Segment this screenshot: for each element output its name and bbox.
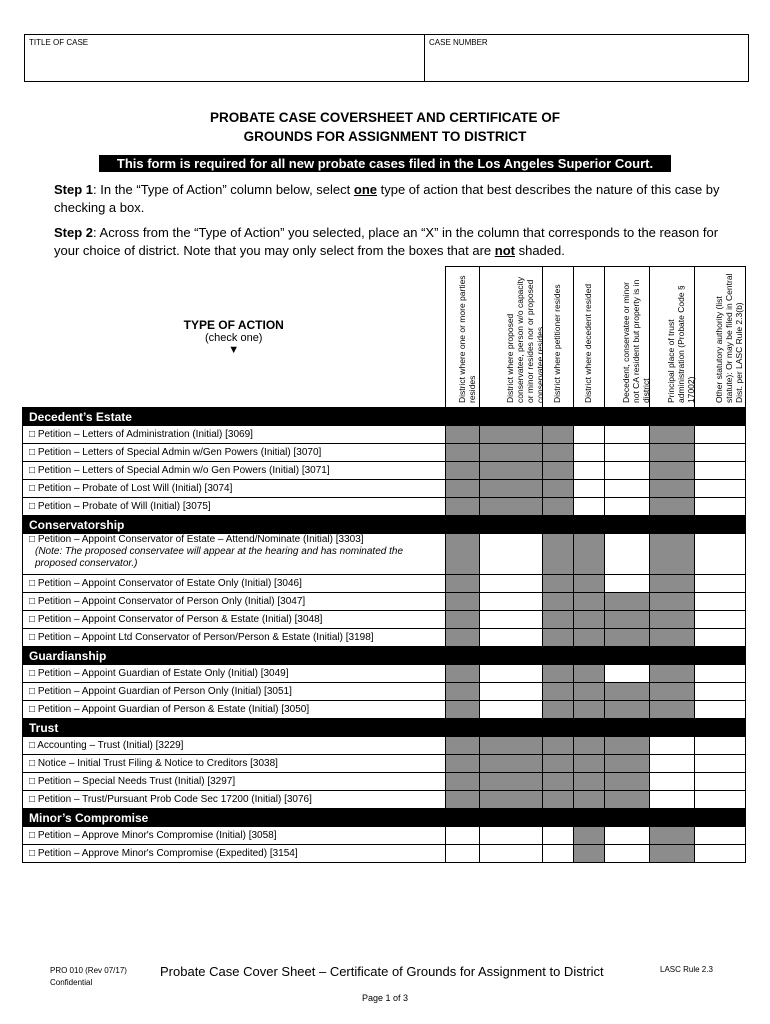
district-cell[interactable] (695, 611, 746, 629)
district-cell[interactable] (650, 755, 695, 773)
action-label: □ Petition – Trust/Pursuant Prob Code Sec 17200 (Initial) [3076] (29, 794, 312, 805)
action-checkbox-label[interactable] (23, 593, 446, 611)
action-label: □ Petition – Probate of Will (Initial) [3075] (29, 501, 211, 512)
step2-text-b: shaded. (514, 243, 565, 258)
shaded-cell (650, 534, 695, 575)
district-cell[interactable] (695, 845, 746, 863)
shaded-cell (446, 498, 480, 516)
section-title: Conservatorship (23, 516, 746, 534)
action-label: □ Petition – Special Needs Trust (Initial) [3297] (29, 776, 236, 787)
shaded-cell (543, 665, 574, 683)
action-label: □ Petition – Letters of Administration (Initial) [3069] (29, 429, 253, 440)
section-header-row (23, 516, 746, 534)
action-checkbox-label[interactable] (23, 480, 446, 498)
shaded-cell (605, 683, 650, 701)
district-cell[interactable] (605, 426, 650, 444)
action-note: (Note: The proposed conservatee will appear at the hearing and has nominated the proposed conservator.) (35, 546, 404, 569)
table-row (23, 462, 746, 480)
shaded-cell (605, 611, 650, 629)
district-cell[interactable] (695, 444, 746, 462)
table-row (23, 611, 746, 629)
shaded-cell (574, 665, 605, 683)
action-checkbox-label[interactable] (23, 575, 446, 593)
district-cell[interactable] (695, 665, 746, 683)
table-row (23, 737, 746, 755)
column-header (574, 267, 605, 408)
shaded-cell (543, 611, 574, 629)
shaded-cell (650, 683, 695, 701)
district-cell[interactable] (605, 575, 650, 593)
district-cell[interactable] (695, 737, 746, 755)
district-cell[interactable] (574, 444, 605, 462)
table-row (23, 845, 746, 863)
district-cell[interactable] (605, 498, 650, 516)
shaded-cell (543, 773, 574, 791)
district-cell[interactable] (480, 575, 543, 593)
shaded-cell (446, 701, 480, 719)
district-cell[interactable] (605, 534, 650, 575)
district-cell[interactable] (695, 426, 746, 444)
shaded-cell (480, 426, 543, 444)
table-row (23, 773, 746, 791)
shaded-cell (446, 755, 480, 773)
shaded-cell (446, 462, 480, 480)
shaded-cell (446, 791, 480, 809)
shaded-cell (574, 737, 605, 755)
table-row (23, 444, 746, 462)
shaded-cell (543, 593, 574, 611)
action-label: □ Petition – Appoint Conservator of Estate – Attend/Nominate (Initial) [3303] (29, 534, 364, 545)
shaded-cell (480, 462, 543, 480)
shaded-cell (605, 791, 650, 809)
district-cell[interactable] (650, 737, 695, 755)
district-cell[interactable] (543, 845, 574, 863)
shaded-cell (574, 845, 605, 863)
down-arrow-icon: ▼ (228, 343, 240, 356)
section-header-row (23, 809, 746, 827)
shaded-cell (480, 737, 543, 755)
shaded-cell (446, 575, 480, 593)
table-row (23, 791, 746, 809)
column-header-text: District where proposed conservatee, person w/o capacity or minor resides nor or proposed conservatee resides (505, 276, 545, 403)
column-header (446, 267, 480, 408)
footer-form-info (50, 965, 127, 989)
district-cell[interactable] (605, 845, 650, 863)
shaded-cell (574, 755, 605, 773)
action-checkbox-label[interactable] (23, 845, 446, 863)
district-cell[interactable] (695, 755, 746, 773)
title-of-case-label: TITLE OF CASE (29, 38, 89, 47)
action-label: □ Petition – Letters of Special Admin w/o Gen Powers (Initial) [3071] (29, 465, 330, 476)
table-row (23, 827, 746, 845)
district-cell[interactable] (695, 683, 746, 701)
shaded-cell (605, 629, 650, 647)
district-cell[interactable] (605, 665, 650, 683)
shaded-cell (574, 629, 605, 647)
shaded-cell (574, 683, 605, 701)
footer-form-name: Probate Case Cover Sheet – Certificate of Grounds for Assignment to District (160, 964, 604, 979)
action-label: □ Petition – Appoint Conservator of Person Only (Initial) [3047] (29, 596, 306, 607)
shaded-cell (543, 737, 574, 755)
shaded-cell (480, 498, 543, 516)
shaded-cell (543, 755, 574, 773)
shaded-cell (543, 480, 574, 498)
step1-label: Step 1 (54, 182, 94, 197)
section-title: Guardianship (23, 647, 746, 665)
action-label: □ Petition – Probate of Lost Will (Initial) [3074] (29, 483, 233, 494)
shaded-cell (543, 575, 574, 593)
shaded-cell (574, 701, 605, 719)
district-cell[interactable] (695, 480, 746, 498)
step1-instructions (54, 181, 724, 217)
shaded-cell (446, 629, 480, 647)
action-checkbox-label[interactable] (23, 444, 446, 462)
shaded-cell (543, 444, 574, 462)
shaded-cell (543, 629, 574, 647)
shaded-cell (650, 480, 695, 498)
district-cell[interactable] (480, 534, 543, 575)
shaded-cell (650, 701, 695, 719)
action-label: □ Petition – Approve Minor's Compromise (Initial) [3058] (29, 830, 277, 841)
district-cell[interactable] (650, 791, 695, 809)
shaded-cell (650, 611, 695, 629)
district-cell[interactable] (695, 593, 746, 611)
action-label: □ Petition – Letters of Special Admin w/Gen Powers (Initial) [3070] (29, 447, 322, 458)
case-header-box (24, 34, 749, 82)
table-row (23, 629, 746, 647)
shaded-cell (543, 426, 574, 444)
action-label: □ Petition – Appoint Guardian of Estate Only (Initial) [3049] (29, 668, 289, 679)
shaded-cell (543, 534, 574, 575)
shaded-cell (543, 701, 574, 719)
shaded-cell (574, 773, 605, 791)
shaded-cell (650, 498, 695, 516)
section-header-row (23, 719, 746, 737)
grid-header-row (23, 267, 746, 408)
district-cell[interactable] (695, 498, 746, 516)
shaded-cell (543, 462, 574, 480)
section-title: Decedent’s Estate (23, 408, 746, 426)
district-cell[interactable] (446, 845, 480, 863)
shaded-cell (446, 611, 480, 629)
step2-text-a: : Across from the “Type of Action” you selected, place an “X” in the column that corresponds to the reason for your choice of district. Note that you may only select from the boxes that are (54, 225, 719, 258)
district-cell[interactable] (446, 827, 480, 845)
shaded-cell (650, 575, 695, 593)
shaded-cell (574, 534, 605, 575)
column-header-text: Other statutory authority (list statute): Or may be filed in Central Dist. per LASC Rule 2.3(b) (714, 273, 744, 403)
district-grid (22, 266, 746, 863)
table-row (23, 593, 746, 611)
district-cell[interactable] (605, 827, 650, 845)
action-label: □ Petition – Appoint Guardian of Person & Estate (Initial) [3050] (29, 704, 310, 715)
action-checkbox-label[interactable] (23, 611, 446, 629)
column-header (543, 267, 574, 408)
district-cell[interactable] (695, 462, 746, 480)
action-checkbox-label[interactable] (23, 534, 446, 575)
action-checkbox-label[interactable] (23, 683, 446, 701)
footer-form-code: PRO 010 (Rev 07/17) (50, 966, 127, 975)
shaded-cell (480, 444, 543, 462)
table-row (23, 480, 746, 498)
column-header (605, 267, 650, 408)
action-checkbox-label[interactable] (23, 462, 446, 480)
shaded-cell (574, 575, 605, 593)
footer-rule: LASC Rule 2.3 (660, 965, 713, 974)
type-of-action-header (23, 267, 446, 408)
shaded-cell (650, 629, 695, 647)
shaded-cell (480, 480, 543, 498)
type-of-action-subtitle: (check one) (205, 331, 263, 344)
shaded-cell (574, 593, 605, 611)
table-row (23, 534, 746, 575)
action-label: □ Notice – Initial Trust Filing & Notice to Creditors [3038] (29, 758, 278, 769)
action-checkbox-label[interactable] (23, 701, 446, 719)
district-cell[interactable] (695, 701, 746, 719)
step2-instructions (54, 224, 724, 260)
column-header-text: District where petitioner resides (552, 284, 562, 403)
table-row (23, 498, 746, 516)
section-title: Minor’s Compromise (23, 809, 746, 827)
district-cell[interactable] (695, 534, 746, 575)
shaded-cell (574, 611, 605, 629)
table-row (23, 426, 746, 444)
district-cell[interactable] (480, 593, 543, 611)
district-cell[interactable] (605, 444, 650, 462)
shaded-cell (543, 683, 574, 701)
title-of-case-field[interactable] (25, 35, 425, 81)
shaded-cell (446, 665, 480, 683)
table-row (23, 683, 746, 701)
case-number-label: CASE NUMBER (429, 38, 488, 47)
district-cell[interactable] (695, 575, 746, 593)
shaded-cell (650, 845, 695, 863)
shaded-cell (480, 773, 543, 791)
action-label: □ Petition – Appoint Conservator of Estate Only (Initial) [3046] (29, 578, 302, 589)
action-label: □ Petition – Appoint Ltd Conservator of Person/Person & Estate (Initial) [3198] (29, 632, 374, 643)
action-label: □ Petition – Appoint Conservator of Person & Estate (Initial) [3048] (29, 614, 323, 625)
district-cell[interactable] (695, 827, 746, 845)
action-checkbox-label[interactable] (23, 629, 446, 647)
district-cell[interactable] (605, 462, 650, 480)
form-title-line2: GROUNDS FOR ASSIGNMENT TO DISTRICT (243, 129, 527, 144)
district-cell[interactable] (480, 683, 543, 701)
district-cell[interactable] (574, 426, 605, 444)
footer-confidential: Confidential (50, 978, 93, 987)
page-number: Page 1 of 3 (361, 993, 409, 1003)
action-label: □ Accounting – Trust (Initial) [3229] (29, 740, 184, 751)
shaded-cell (446, 444, 480, 462)
district-cell[interactable] (695, 629, 746, 647)
action-checkbox-label[interactable] (23, 827, 446, 845)
section-header-row (23, 647, 746, 665)
action-checkbox-label[interactable] (23, 755, 446, 773)
district-cell[interactable] (480, 701, 543, 719)
step2-label: Step 2 (54, 225, 94, 240)
step1-emphasis: one (353, 182, 377, 197)
district-cell[interactable] (574, 498, 605, 516)
column-header (695, 267, 746, 408)
case-number-field[interactable] (425, 35, 492, 81)
column-header (480, 267, 543, 408)
shaded-cell (650, 444, 695, 462)
action-label: □ Petition – Appoint Guardian of Person Only (Initial) [3051] (29, 686, 292, 697)
section-title: Trust (23, 719, 746, 737)
action-label: □ Petition – Approve Minor's Compromise (Expedited) [3154] (29, 848, 298, 859)
step1-text-a: : In the “Type of Action” column below, select (93, 182, 354, 197)
shaded-cell (446, 773, 480, 791)
district-cell[interactable] (543, 827, 574, 845)
action-checkbox-label[interactable] (23, 426, 446, 444)
shaded-cell (605, 773, 650, 791)
required-banner: This form is required for all new probate cases filed in the Los Angeles Superior Court. (99, 155, 671, 172)
district-cell[interactable] (650, 773, 695, 791)
step2-emphasis: not (494, 243, 515, 258)
shaded-cell (543, 498, 574, 516)
column-header-text: Principal place of trust administration (Probate Code § 17002) (666, 285, 696, 403)
district-cell[interactable] (695, 773, 746, 791)
table-row (23, 755, 746, 773)
shaded-cell (446, 737, 480, 755)
column-header-text: Decedent, conservatee or minor not CA resident but property is in district (621, 279, 651, 403)
shaded-cell (543, 791, 574, 809)
table-row (23, 575, 746, 593)
shaded-cell (480, 791, 543, 809)
type-of-action-title: TYPE OF ACTION (183, 317, 284, 332)
shaded-cell (650, 426, 695, 444)
shaded-cell (605, 701, 650, 719)
shaded-cell (446, 426, 480, 444)
shaded-cell (605, 737, 650, 755)
action-checkbox-label[interactable] (23, 737, 446, 755)
shaded-cell (650, 827, 695, 845)
table-row (23, 665, 746, 683)
column-header-text: District where one or more parties resides (456, 275, 477, 403)
shaded-cell (480, 755, 543, 773)
shaded-cell (446, 593, 480, 611)
shaded-cell (605, 755, 650, 773)
action-checkbox-label[interactable] (23, 498, 446, 516)
action-checkbox-label[interactable] (23, 791, 446, 809)
district-cell[interactable] (480, 665, 543, 683)
shaded-cell (650, 462, 695, 480)
column-header-text: District where decedent resided (583, 283, 593, 403)
district-cell[interactable] (480, 845, 543, 863)
section-header-row (23, 408, 746, 426)
district-cell[interactable] (480, 629, 543, 647)
district-cell[interactable] (574, 480, 605, 498)
column-header (650, 267, 695, 408)
form-title-line1: PROBATE CASE COVERSHEET AND CERTIFICATE OF (209, 110, 561, 125)
shaded-cell (650, 593, 695, 611)
shaded-cell (446, 683, 480, 701)
step1-text-b: type of action that best describes the nature of this case by checking a box. (54, 182, 720, 215)
shaded-cell (605, 593, 650, 611)
action-checkbox-label[interactable] (23, 665, 446, 683)
action-checkbox-label[interactable] (23, 773, 446, 791)
table-row (23, 701, 746, 719)
shaded-cell (574, 827, 605, 845)
district-cell[interactable] (574, 462, 605, 480)
shaded-cell (574, 791, 605, 809)
shaded-cell (446, 480, 480, 498)
district-cell[interactable] (605, 480, 650, 498)
district-cell[interactable] (695, 791, 746, 809)
district-cell[interactable] (480, 827, 543, 845)
shaded-cell (446, 534, 480, 575)
district-cell[interactable] (480, 611, 543, 629)
shaded-cell (650, 665, 695, 683)
